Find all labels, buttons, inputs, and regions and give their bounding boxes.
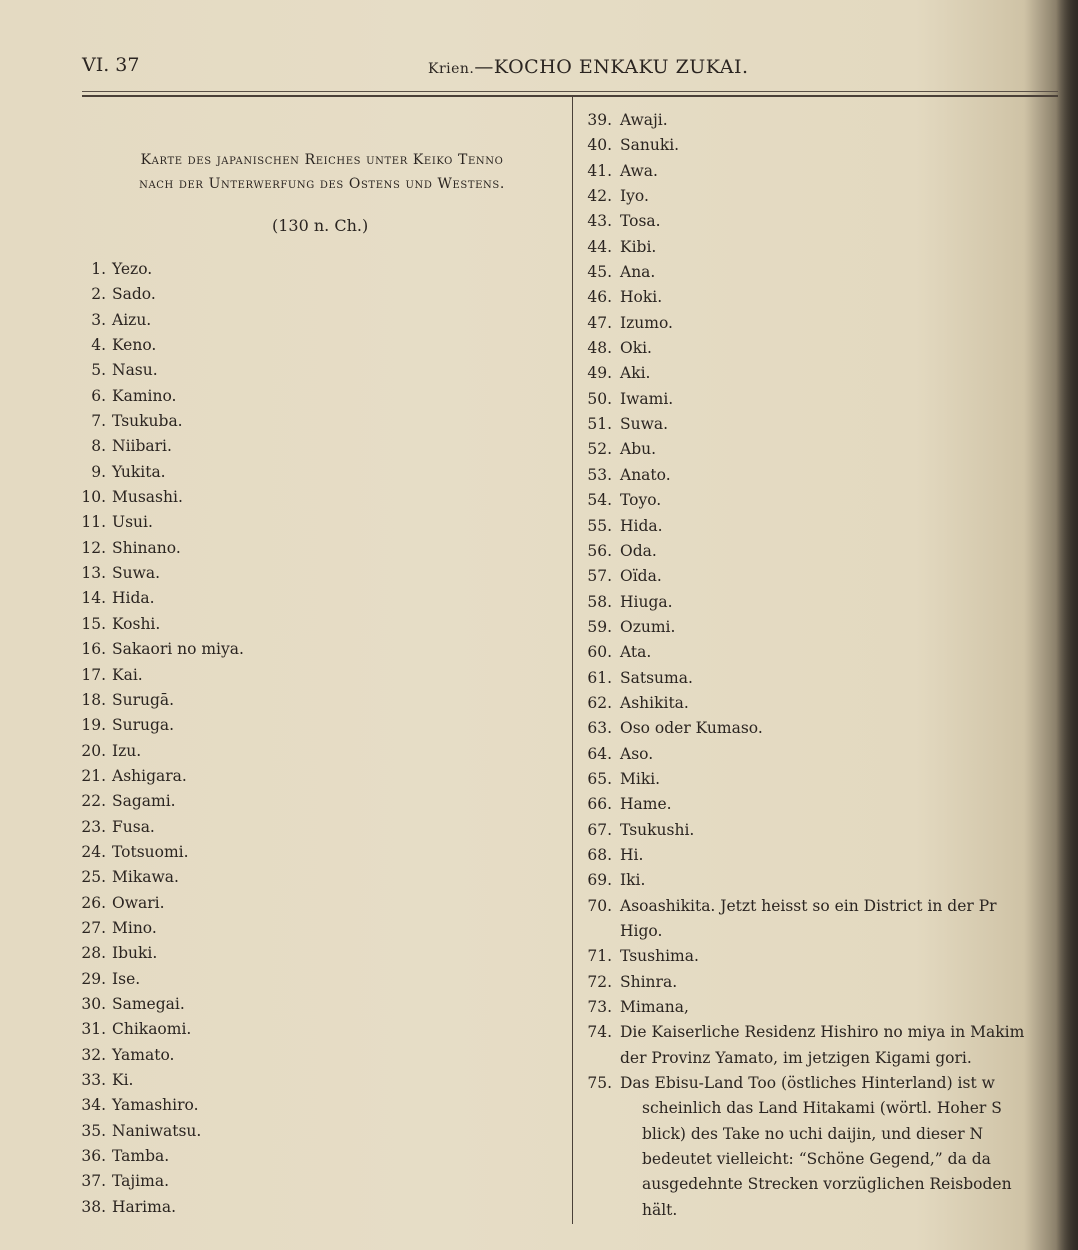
list-item <box>576 1020 1024 1045</box>
entry-text: Naniwatsu. <box>112 1121 202 1140</box>
list-item <box>576 311 1024 336</box>
list-item <box>576 539 1024 564</box>
entry-text: Tsushima. <box>620 947 699 966</box>
entry-number: 12. <box>81 538 106 557</box>
entry-text: Hiuga. <box>620 592 673 611</box>
entry-number: 4. <box>91 336 106 355</box>
entry-number: 3. <box>91 310 106 329</box>
list-item <box>576 235 1024 260</box>
list-item <box>64 1043 244 1068</box>
entry-text: hält. <box>642 1200 678 1219</box>
entry-text: Hida. <box>620 516 663 535</box>
entry-text: Oda. <box>620 541 657 560</box>
list-item <box>576 666 1024 691</box>
entry-text: Ashigara. <box>112 766 187 785</box>
entry-number: 25. <box>81 868 106 887</box>
entry-text: Musashi. <box>112 488 183 507</box>
entry-number: 60. <box>587 643 612 662</box>
entry-text: Nasu. <box>112 361 158 380</box>
entry-text: Mino. <box>112 918 157 937</box>
entry-number: 70. <box>587 896 612 915</box>
list-item <box>64 409 244 434</box>
entry-number: 15. <box>81 614 106 633</box>
list-item <box>576 412 1024 437</box>
entry-number: 40. <box>587 136 612 155</box>
entry-text: Shinra. <box>620 972 678 991</box>
entry-text: Yezo. <box>112 260 153 278</box>
page-reference: VI. 37 <box>82 54 140 76</box>
entry-text: der Provinz Yamato, im jetzigen Kigami gori. <box>620 1048 972 1067</box>
entry-text: Awa. <box>620 161 658 180</box>
entry-text: Chikaomi. <box>112 1020 192 1039</box>
entry-number: 21. <box>81 766 106 785</box>
list-item <box>64 1195 244 1220</box>
entry-text: Niibari. <box>112 437 172 456</box>
entry-text: Harima. <box>112 1197 176 1216</box>
list-item <box>64 688 244 713</box>
entry-number: 18. <box>81 690 106 709</box>
entry-text: Hame. <box>620 795 672 814</box>
list-item <box>576 1096 1024 1121</box>
entry-text: Mimana, <box>620 998 689 1017</box>
entry-text: Surugā. <box>112 690 175 709</box>
entry-number: 45. <box>587 263 612 282</box>
list-item <box>576 1172 1024 1197</box>
entry-text: Mikawa. <box>112 868 179 887</box>
column-divider <box>572 96 573 1224</box>
entry-text: scheinlich das Land Hitakami (wörtl. Hoher S <box>642 1099 1002 1118</box>
entry-number: 62. <box>587 693 612 712</box>
list-item <box>576 1046 1024 1071</box>
entry-text: Suwa. <box>112 564 161 583</box>
entry-number: 30. <box>81 994 106 1013</box>
list-item <box>64 257 244 282</box>
list-item <box>64 586 244 611</box>
list-item <box>64 485 244 510</box>
running-title-text: —KOCHO ENKAKU ZUKAI. <box>474 56 749 78</box>
left-entry-list <box>64 257 244 1220</box>
list-item <box>576 640 1024 665</box>
list-item <box>576 944 1024 969</box>
entry-number: 63. <box>587 719 612 738</box>
header-rule-thin <box>82 91 1058 92</box>
list-item <box>576 691 1024 716</box>
entry-number: 7. <box>91 412 106 431</box>
entry-text: Samegai. <box>112 994 185 1013</box>
entry-number: 13. <box>81 564 106 583</box>
entry-number: 8. <box>91 437 106 456</box>
entry-text: Tsukushi. <box>620 820 695 839</box>
list-item <box>64 434 244 459</box>
entry-number: 64. <box>587 744 612 763</box>
entry-text: Usui. <box>112 513 153 532</box>
list-item <box>576 615 1024 640</box>
entry-text: Shinano. <box>112 538 181 557</box>
entry-number: 34. <box>81 1096 106 1115</box>
entry-number: 9. <box>91 462 106 481</box>
list-item <box>64 333 244 358</box>
list-item <box>64 612 244 637</box>
map-title-line-1: Karte des japanischen Reiches unter Keiko Tenno <box>140 152 504 168</box>
entry-number: 2. <box>91 285 106 304</box>
entry-text: Anato. <box>620 465 671 484</box>
map-title <box>72 148 572 196</box>
entry-text: Iyo. <box>620 187 649 206</box>
list-item <box>576 970 1024 995</box>
list-item <box>64 789 244 814</box>
entry-text: Asoashikita. Jetzt heisst so ein District in der Pr <box>620 896 997 915</box>
entry-text: Hi. <box>620 845 644 864</box>
entry-number: 14. <box>81 589 106 608</box>
list-item <box>64 1093 244 1118</box>
list-item <box>576 463 1024 488</box>
entry-number: 46. <box>587 288 612 307</box>
entry-text: Aso. <box>620 744 654 763</box>
entry-number: 44. <box>587 237 612 256</box>
entry-text: Ki. <box>112 1071 134 1089</box>
list-item <box>64 916 244 941</box>
entry-number: 28. <box>81 944 106 963</box>
entry-text: Higo. <box>620 922 663 940</box>
entry-text: Ozumi. <box>620 617 676 636</box>
entry-number: 58. <box>587 592 612 611</box>
page-edge-shadow <box>1056 0 1078 1250</box>
list-item <box>576 590 1024 615</box>
list-item <box>576 1198 1024 1223</box>
list-item <box>64 358 244 383</box>
list-item <box>64 739 244 764</box>
entry-number: 56. <box>587 541 612 560</box>
entry-text: Tajima. <box>112 1172 170 1191</box>
entry-number: 27. <box>81 918 106 937</box>
entry-text: Sado. <box>112 285 156 304</box>
running-title <box>428 56 749 78</box>
entry-number: 20. <box>81 741 106 760</box>
list-item <box>576 387 1024 412</box>
entry-number: 67. <box>587 820 612 839</box>
list-item <box>576 209 1024 234</box>
list-item <box>576 361 1024 386</box>
list-item <box>576 1122 1024 1147</box>
list-item <box>576 336 1024 361</box>
entry-number: 38. <box>81 1197 106 1216</box>
header-rule-thick <box>82 95 1058 97</box>
list-item <box>576 1147 1024 1172</box>
entry-number: 17. <box>81 665 106 684</box>
entry-number: 68. <box>587 845 612 864</box>
entry-number: 41. <box>587 161 612 180</box>
entry-text: Sanuki. <box>620 136 680 155</box>
entry-number: 75. <box>587 1074 612 1093</box>
entry-number: 53. <box>587 465 612 484</box>
entry-text: Sakaori no miya. <box>112 640 244 659</box>
list-item <box>64 1017 244 1042</box>
entry-number: 5. <box>91 361 106 380</box>
entry-text: Suruga. <box>112 716 175 735</box>
list-item <box>576 843 1024 868</box>
list-item <box>64 941 244 966</box>
list-item <box>576 995 1024 1020</box>
entry-text: blick) des Take no uchi daijin, und dieser N <box>642 1124 984 1143</box>
list-item <box>64 1144 244 1169</box>
list-item <box>64 460 244 485</box>
entry-text: Satsuma. <box>620 668 693 687</box>
entry-number: 36. <box>81 1147 106 1166</box>
entry-number: 59. <box>587 617 612 636</box>
entry-text: Tosa. <box>620 212 661 231</box>
entry-number: 33. <box>81 1071 106 1089</box>
list-item <box>64 891 244 916</box>
entry-number: 51. <box>587 415 612 434</box>
entry-number: 39. <box>587 111 612 129</box>
entry-number: 43. <box>587 212 612 231</box>
entry-text: Awaji. <box>620 111 668 129</box>
entry-text: Yamato. <box>112 1045 175 1064</box>
list-item <box>576 184 1024 209</box>
entry-text: Owari. <box>112 893 165 912</box>
entry-number: 16. <box>81 640 106 659</box>
entry-text: Das Ebisu-Land Too (östliches Hinterland) ist w <box>620 1074 995 1093</box>
list-item <box>64 384 244 409</box>
list-item <box>576 818 1024 843</box>
list-item <box>64 1169 244 1194</box>
entry-text: Yamashiro. <box>112 1096 199 1115</box>
entry-number: 61. <box>587 668 612 687</box>
entry-number: 50. <box>587 389 612 408</box>
list-item <box>64 1119 244 1144</box>
entry-number: 57. <box>587 567 612 586</box>
entry-number: 29. <box>81 969 106 988</box>
entry-text: Oki. <box>620 339 652 358</box>
list-item <box>64 282 244 307</box>
list-item <box>64 536 244 561</box>
entry-text: Kai. <box>112 665 143 684</box>
entry-number: 74. <box>587 1023 612 1042</box>
entry-text: Ata. <box>620 643 652 662</box>
list-item <box>576 108 1024 133</box>
entry-text: Miki. <box>620 769 661 788</box>
entry-number: 11. <box>81 513 106 532</box>
entry-text: Abu. <box>620 440 657 459</box>
list-item <box>576 919 1024 944</box>
list-item <box>576 792 1024 817</box>
entry-number: 55. <box>587 516 612 535</box>
entry-number: 52. <box>587 440 612 459</box>
list-item <box>576 767 1024 792</box>
entry-text: Iwami. <box>620 389 674 408</box>
map-date: (130 n. Ch.) <box>272 216 369 235</box>
entry-number: 73. <box>587 998 612 1017</box>
entry-number: 22. <box>81 792 106 811</box>
entry-number: 65. <box>587 769 612 788</box>
entry-text: Yukita. <box>112 462 166 481</box>
entry-number: 32. <box>81 1045 106 1064</box>
list-item <box>576 868 1024 893</box>
entry-text: ausgedehnte Strecken vorzüglichen Reisboden <box>642 1175 1012 1194</box>
entry-text: bedeutet vielleicht: “Schöne Gegend,” da da <box>642 1150 991 1169</box>
list-item <box>576 133 1024 158</box>
entry-number: 6. <box>91 386 106 405</box>
list-item <box>64 967 244 992</box>
entry-text: Oïda. <box>620 567 662 586</box>
list-item <box>576 159 1024 184</box>
entry-number: 69. <box>587 871 612 890</box>
list-item <box>64 815 244 840</box>
entry-text: Kibi. <box>620 237 657 256</box>
entry-number: 10. <box>81 488 106 507</box>
list-item <box>576 488 1024 513</box>
entry-number: 24. <box>81 842 106 861</box>
right-entry-list <box>576 108 1024 1223</box>
entry-text: Kamino. <box>112 386 177 405</box>
entry-number: 19. <box>81 716 106 735</box>
list-item <box>576 437 1024 462</box>
running-title-author: Krien. <box>428 61 475 77</box>
entry-text: Tsukuba. <box>112 412 183 431</box>
list-item <box>64 713 244 738</box>
list-item <box>576 260 1024 285</box>
entry-number: 49. <box>587 364 612 383</box>
list-item <box>576 716 1024 741</box>
entry-text: Izu. <box>112 741 142 760</box>
entry-text: Izumo. <box>620 313 673 332</box>
entry-text: Aizu. <box>112 310 152 329</box>
entry-number: 1. <box>91 260 106 278</box>
entry-text: Oso oder Kumaso. <box>620 719 763 738</box>
entry-number: 66. <box>587 795 612 814</box>
list-item <box>576 564 1024 589</box>
entry-number: 35. <box>81 1121 106 1140</box>
map-title-line-2: nach der Unterwerfung des Ostens und Westens. <box>139 176 505 192</box>
entry-number: 54. <box>587 491 612 510</box>
list-item <box>64 510 244 535</box>
list-item <box>64 865 244 890</box>
entry-number: 72. <box>587 972 612 991</box>
entry-text: Suwa. <box>620 415 669 434</box>
entry-number: 26. <box>81 893 106 912</box>
entry-text: Iki. <box>620 871 646 890</box>
entry-text: Hoki. <box>620 288 663 307</box>
entry-text: Ise. <box>112 969 141 988</box>
entry-text: Hida. <box>112 589 155 608</box>
list-item <box>64 637 244 662</box>
list-item <box>64 308 244 333</box>
list-item <box>64 1068 244 1093</box>
list-item <box>576 285 1024 310</box>
list-item <box>64 764 244 789</box>
list-item <box>64 663 244 688</box>
entry-text: Tamba. <box>112 1147 170 1166</box>
entry-text: Sagami. <box>112 792 176 811</box>
entry-text: Ashikita. <box>620 693 689 712</box>
entry-number: 31. <box>81 1020 106 1039</box>
entry-text: Aki. <box>620 364 651 383</box>
entry-number: 37. <box>81 1172 106 1191</box>
list-item <box>64 840 244 865</box>
entry-text: Toyo. <box>620 491 662 510</box>
entry-number: 71. <box>587 947 612 966</box>
list-item <box>576 742 1024 767</box>
entry-text: Keno. <box>112 336 157 355</box>
entry-number: 42. <box>587 187 612 206</box>
entry-number: 23. <box>81 817 106 836</box>
entry-number: 47. <box>587 313 612 332</box>
entry-text: Koshi. <box>112 614 161 633</box>
entry-text: Die Kaiserliche Residenz Hishiro no miya in Makim <box>620 1023 1025 1042</box>
entry-text: Ibuki. <box>112 944 158 963</box>
list-item <box>576 514 1024 539</box>
list-item <box>64 561 244 586</box>
entry-text: Ana. <box>620 263 656 282</box>
list-item <box>576 1071 1024 1096</box>
entry-text: Fusa. <box>112 817 155 836</box>
list-item <box>64 992 244 1017</box>
list-item <box>576 894 1024 919</box>
entry-text: Totsuomi. <box>112 842 189 861</box>
entry-number: 48. <box>587 339 612 358</box>
